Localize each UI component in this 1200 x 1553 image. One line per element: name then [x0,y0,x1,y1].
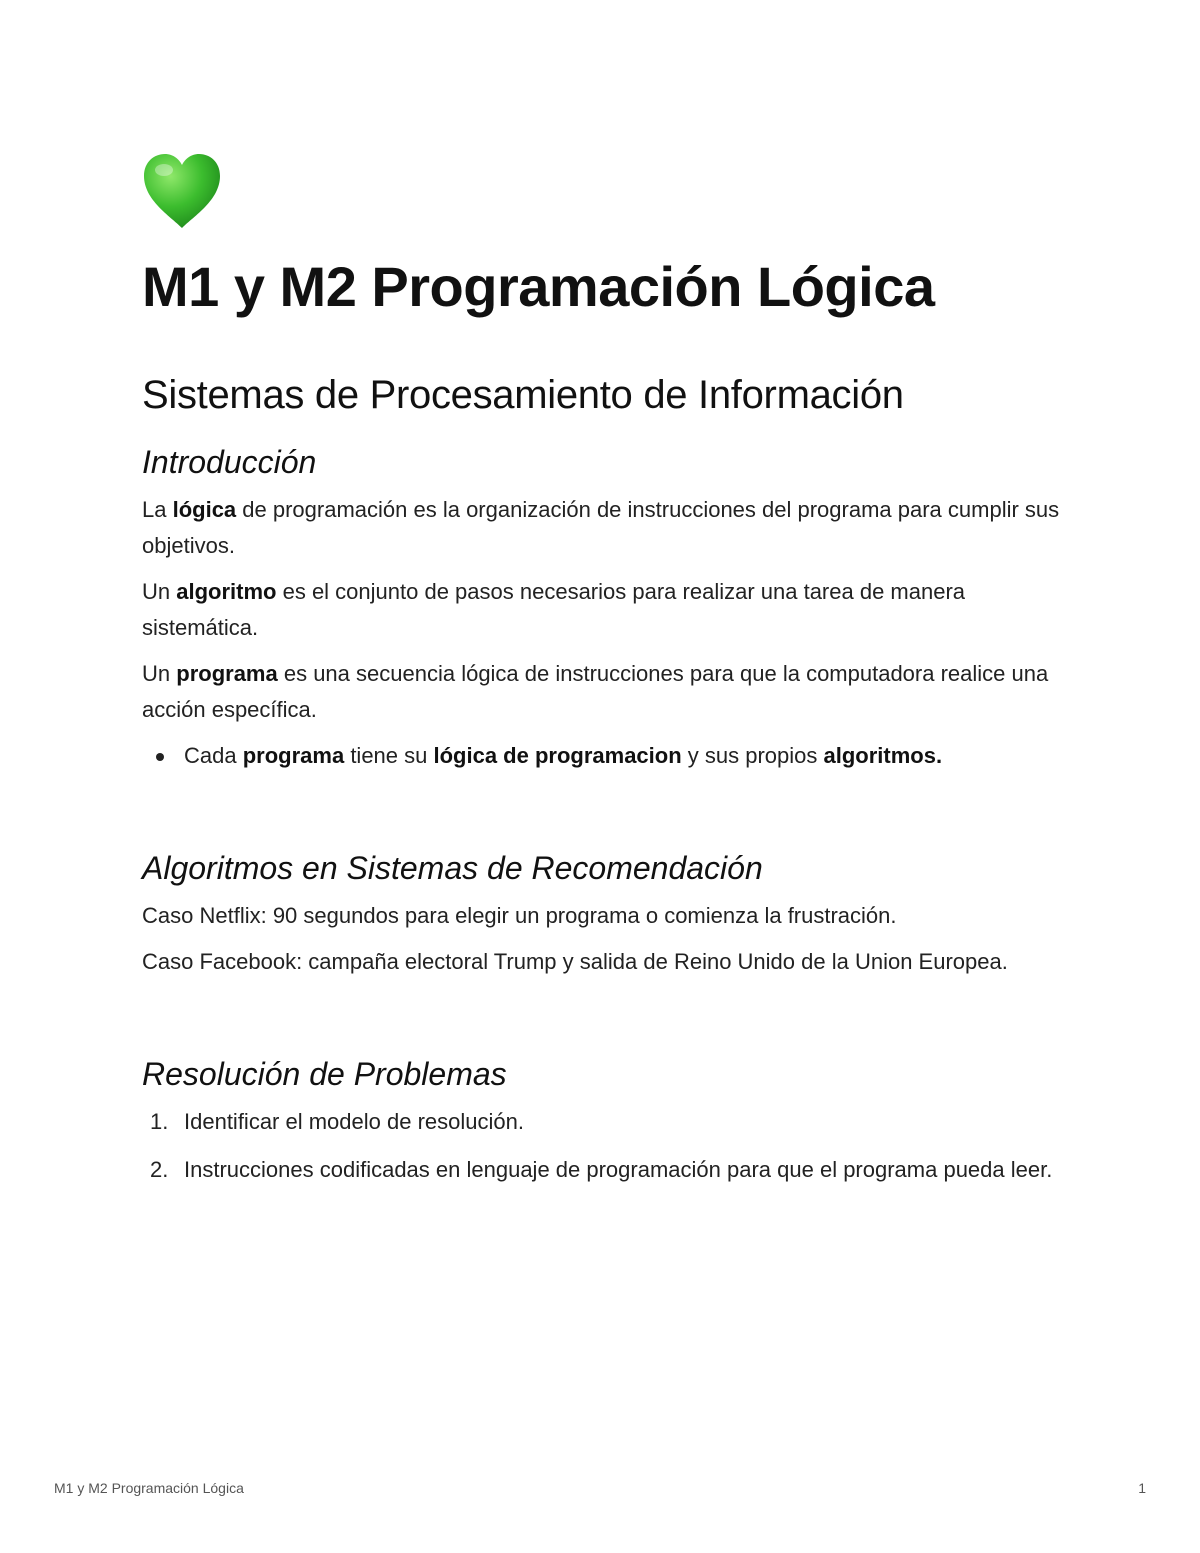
list-item: 2. Instrucciones codificadas en lenguaje de programación para que el programa pueda leer. [150,1157,1053,1182]
intro-paragraph-algoritmo: Un algoritmo es el conjunto de pasos necesarios para realizar una tarea de manera sistemática. [142,579,966,640]
intro-paragraph-logica: La lógica de programación es la organización de instrucciones del programa para cumplir sus objetivos. [142,497,1060,558]
intro-paragraph-programa: Un programa es una secuencia lógica de instrucciones para que la computadora realice una acción específica. [142,661,1049,722]
list-item: Cada programa tiene su lógica de programacion y sus propios algoritmos. [142,738,1062,774]
intro-heading: Introducción [142,444,317,480]
bullet-dot-icon [156,753,164,761]
footer-title: M1 y M2 Programación Lógica [54,1480,244,1496]
problems-heading: Resolución de Problemas [142,1056,507,1092]
list-item: 1. Identificar el modelo de resolución. [150,1109,524,1134]
green-heart-icon [140,150,224,234]
page-footer [54,1480,1146,1496]
recommendation-heading: Algoritmos en Sistemas de Recomendación [142,850,763,886]
document-page [142,150,1062,1188]
section-title: Sistemas de Procesamiento de Información [142,373,904,417]
facebook-paragraph: Caso Facebook: campaña electoral Trump y salida de Reino Unido de la Union Europea. [142,949,1008,974]
netflix-paragraph: Caso Netflix: 90 segundos para elegir un programa o comienza la frustración. [142,903,897,928]
intro-bullet-list [142,738,1062,774]
page-number: 1 [1138,1480,1146,1496]
document-title: M1 y M2 Programación Lógica [142,255,935,318]
problems-numbered-list [142,1104,1062,1188]
